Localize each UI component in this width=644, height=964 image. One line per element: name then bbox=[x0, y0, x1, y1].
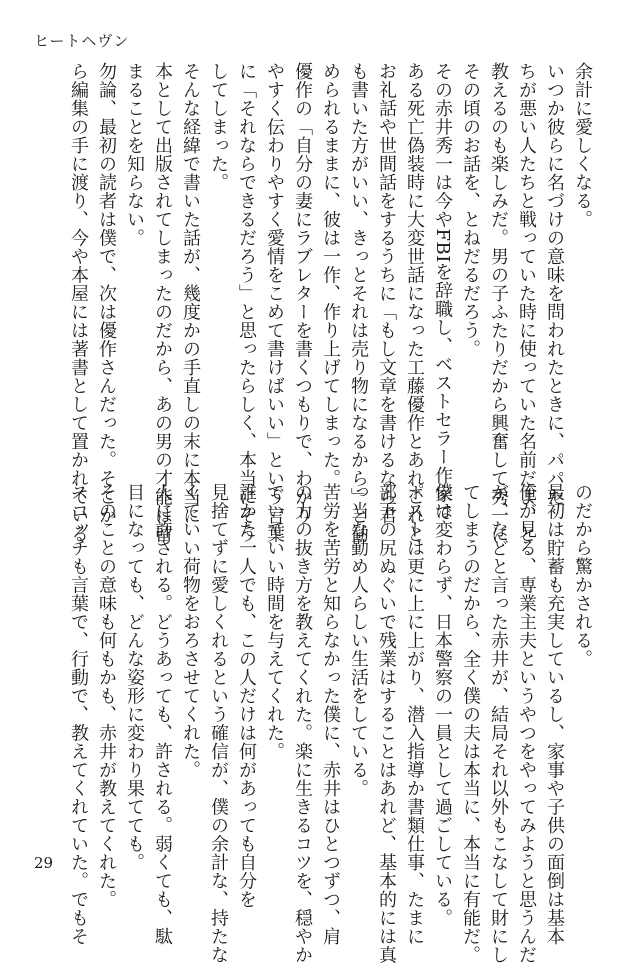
upper-text-column bbox=[64, 62, 596, 543]
text-line: まることを知らない。 bbox=[124, 62, 145, 247]
text-line: 俺が見る、専業主夫というやつをやってみようと思うんだ bbox=[516, 483, 537, 964]
running-title: ヒートヘヴン bbox=[34, 32, 130, 50]
text-line: スコッチも言葉で、行動で、教えてくれていた。でもそ bbox=[68, 483, 89, 946]
text-line: やすく伝わりやすく愛情をこめて書けばいい」という言葉 bbox=[264, 62, 285, 543]
text-line: の力の抜き方を教えてくれた。楽に生きるコツを、穏やか bbox=[292, 483, 313, 964]
text-line: お礼話や世間話をするうちに「もし文章を書けるなら君 bbox=[376, 62, 397, 525]
text-line: 余計に愛しくなる。 bbox=[572, 62, 593, 229]
text-line: 最初は貯蓄も充実しているし、家事や子供の面倒は基本 bbox=[544, 483, 565, 946]
text-line: ポストは更に上に上がり、潜入指導か書類仕事、たまに bbox=[404, 483, 425, 946]
text-line: ちが悪い人たちと戦っていた時に使っていた名前だよ、と bbox=[516, 62, 537, 543]
text-line: 苦労を苦労と知らなかった僕に、赤井はひとつずつ、肩 bbox=[320, 483, 341, 946]
text-line: が、などと言った赤井が、結局それ以外もこなして財にし bbox=[488, 483, 509, 964]
text-line: そのことの意味も何もかも、赤井が教えてくれた。 bbox=[96, 483, 117, 909]
text-line: も書いた方がいい、きっとそれは売り物になるから」と勧 bbox=[348, 62, 369, 543]
text-line: められるままに、彼は一作、作り上げてしまった。 bbox=[320, 62, 341, 488]
lower-text-column bbox=[64, 483, 596, 964]
text-line: くていい荷物をおろさせてくれた。 bbox=[180, 483, 201, 779]
text-line: っ当な勤め人らしい生活をしている。 bbox=[348, 483, 369, 798]
text-line: 誰かた一人でも、この人だけは何があっても自分を bbox=[236, 483, 257, 909]
text-line: 優作の「自分の妻にラブレターを書くつもりで、わかり bbox=[292, 62, 313, 525]
text-line: てしまうのだから、全く僕の夫は本当に、本当に有能だ。 bbox=[460, 483, 481, 964]
page-number: 29 bbox=[34, 854, 54, 872]
text-line: 教えるのも楽しみだ。男の子ふたりだから興奮して秀一に bbox=[488, 62, 509, 543]
text-line: そんな経緯で書いた話が、幾度かの手直しの末に本当に bbox=[180, 62, 201, 525]
text-line: ある死亡偽装時に大変世話になった工藤優作とあれこれと bbox=[404, 62, 425, 543]
text-line: に「それならできるだろう」と思ったらしく、本当にそう bbox=[236, 62, 257, 543]
text-line: ら編集の手に渡り、今や本屋には著書として置かれている bbox=[68, 62, 89, 543]
text-line: 部下の尻ぬぐいで残業はすることはあれど、基本的には真 bbox=[376, 483, 397, 964]
text-line: 見捨てずに愛しくれるという確信が、僕の余計な、持たな bbox=[208, 483, 229, 964]
text-line: 勿論、最初の読者は僕で、次は優作さんだった。そこか bbox=[96, 62, 117, 525]
text-line: いつか彼らに名づけの意味を問われたときに、パパた bbox=[544, 62, 565, 506]
text-line: その赤井秀一は今やFBIを辞職し、ベストセラー作家で bbox=[432, 62, 453, 522]
text-line: 本として出版されてしまったのだから、あの男の才能は留 bbox=[152, 62, 173, 543]
text-line: 目になっても、どんな姿形に変わり果てても。 bbox=[124, 483, 145, 872]
text-line: 僕は変わらず、日本警察の一員として過ごしている。 bbox=[432, 483, 453, 927]
text-line: その頃のお話を、とねだるだろう。 bbox=[460, 62, 481, 358]
text-line: してしまった。 bbox=[208, 62, 229, 192]
text-line: でいていい時間を与えてくれた。 bbox=[264, 483, 285, 761]
text-line: のだから驚かされる。 bbox=[572, 483, 593, 668]
text-line: 人に許される。どうあっても、許される。弱くても、駄 bbox=[152, 483, 173, 946]
